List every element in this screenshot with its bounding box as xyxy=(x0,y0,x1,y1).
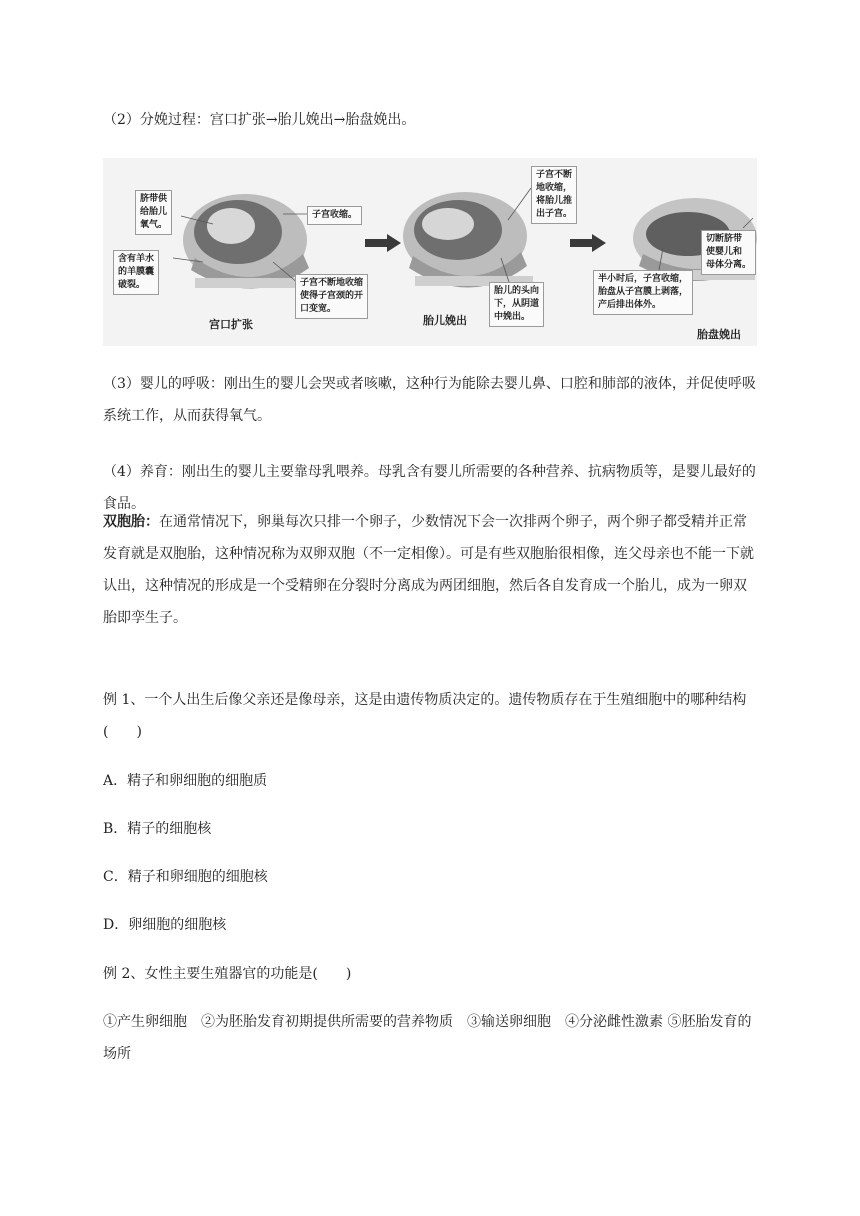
caption-stage3: 胎盘娩出 xyxy=(697,328,741,341)
twins-text: 在通常情况下，卵巢每次只排一个卵子，少数情况下会一次排两个卵子，两个卵子都受精并正常发育就是双胞胎，这种情况称为双卵双胞（不一定相像）。可是有些双胞胎很相像，连父母亲也不能一下就认出，这种情况的形成是一个受精卵在分裂时分离成为两团细胞，然后各自发育成一个胎儿，成为一卵双胎即孪生子。 xyxy=(103,514,754,626)
caption-stage2: 胎儿娩出 xyxy=(423,314,467,327)
callout-amniotic: 含有羊水 的羊膜囊 破裂。 xyxy=(113,250,159,295)
callout-placenta: 半小时后，子宫收缩， 胎盘从子宫膜上剥落， 产后排出体外。 xyxy=(593,270,693,315)
twins-label: 双胞胎： xyxy=(103,514,159,530)
example1-option-d: D．卵细胞的细胞核 xyxy=(103,917,227,933)
callout-cervix: 子宫不断地收缩 使得子宫颈的开 口变宽。 xyxy=(295,274,368,319)
callout-umbilical: 脐带供 给胎儿 氧气。 xyxy=(135,190,172,235)
example1-option-b: B．精子的细胞核 xyxy=(103,821,212,837)
nurture-paragraph: （4）养育：刚出生的婴儿主要靠母乳喂养。母乳含有婴儿所需要的各种营养、抗病物质等，是婴儿最好的食品。 xyxy=(103,464,756,512)
example1-question: 例 1、一个人出生后像父亲还是像母亲，这是由遗传物质决定的。遗传物质存在于生殖细胞中的哪种结构( ) xyxy=(103,692,747,740)
example2-question: 例 2、女性主要生殖器官的功能是( ) xyxy=(103,966,352,982)
callout-head: 胎儿的头向 下，从阴道 中娩出。 xyxy=(489,282,544,327)
example1-option-a: A．精子和卵细胞的细胞质 xyxy=(103,773,268,789)
arrow-right-icon xyxy=(365,234,401,252)
arrow-right-icon xyxy=(570,234,606,252)
callout-contract: 子宫收缩。 xyxy=(307,206,362,225)
callout-push: 子宫不断 地收缩， 将胎儿推 出子宫。 xyxy=(531,166,577,224)
twins-paragraph xyxy=(103,506,757,634)
example2-items: ①产生卵细胞 ②为胚胎发育初期提供所需要的营养物质 ③输送卵细胞 ④分泌雌性激素 ⑤胚胎发育的场所 xyxy=(103,1014,752,1062)
delivery-process-text: （2）分娩过程：宫口扩张→胎儿娩出→胎盘娩出。 xyxy=(103,112,416,128)
delivery-stages-figure xyxy=(103,158,757,346)
example1-option-c: C．精子和卵细胞的细胞核 xyxy=(103,869,268,885)
caption-stage1: 宫口扩张 xyxy=(209,318,253,331)
stage2-illustration xyxy=(403,192,533,288)
breathing-paragraph: （3）婴儿的呼吸：刚出生的婴儿会哭或者咳嗽，这种行为能除去婴儿鼻、口腔和肺部的液体，并促使呼吸系统工作，从而获得氧气。 xyxy=(103,376,756,424)
callout-cut: 切断脐带 使婴儿和 母体分离。 xyxy=(701,230,756,275)
